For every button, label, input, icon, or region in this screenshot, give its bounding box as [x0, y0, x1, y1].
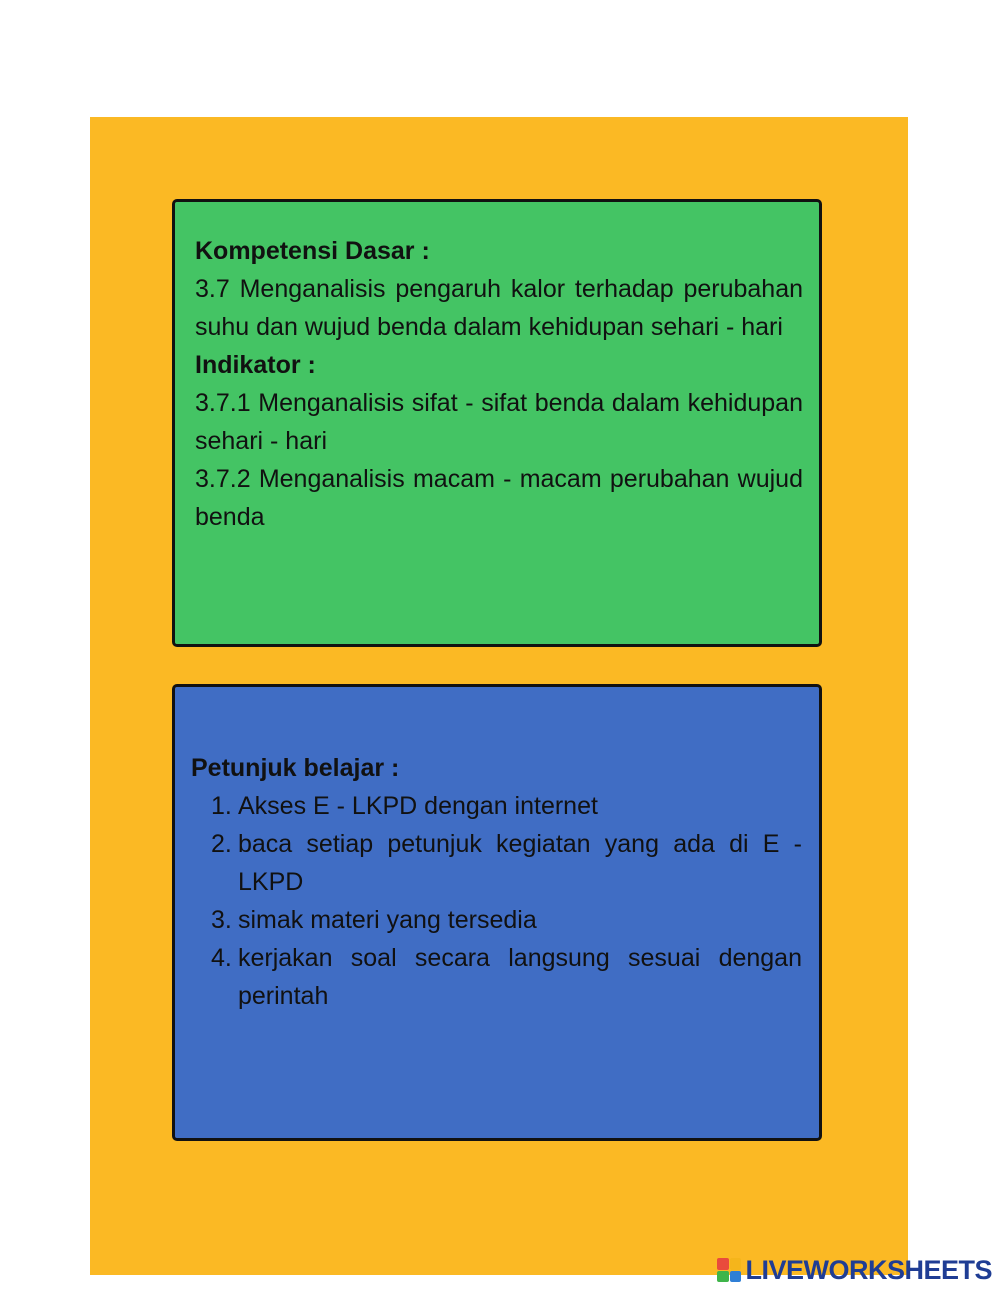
kompetensi-heading: Kompetensi Dasar :	[195, 237, 430, 265]
step-text: simak materi yang tersedia	[238, 906, 537, 934]
step-number: 4.	[211, 944, 232, 972]
worksheet-page	[90, 117, 908, 1275]
petunjuk-step	[191, 901, 802, 939]
brand-name: LIVEWORKSHEETS	[745, 1254, 992, 1285]
step-number: 3.	[211, 906, 232, 934]
kompetensi-text: 3.7 Menganalisis pengaruh kalor terhadap perubahan suhu dan wujud benda dalam kehidupan sehari - hari	[195, 275, 803, 341]
kompetensi-card	[172, 199, 822, 647]
indikator-item: 3.7.1 Menganalisis sifat - sifat benda dalam kehidupan sehari - hari	[195, 389, 803, 455]
petunjuk-heading: Petunjuk belajar :	[191, 754, 400, 782]
step-text: baca setiap petunjuk kegiatan yang ada di E - LKPD	[238, 830, 802, 896]
petunjuk-card	[172, 684, 822, 1141]
liveworksheets-logo-icon	[717, 1258, 741, 1282]
step-text: kerjakan soal secara langsung sesuai dengan perintah	[238, 944, 802, 1010]
step-number: 2.	[211, 830, 232, 858]
liveworksheets-watermark	[717, 1254, 992, 1286]
petunjuk-step	[191, 787, 802, 825]
indikator-heading: Indikator :	[195, 351, 316, 379]
petunjuk-list	[191, 787, 802, 1015]
indikator-item: 3.7.2 Menganalisis macam - macam perubahan wujud benda	[195, 465, 803, 531]
step-text: Akses E - LKPD dengan internet	[238, 792, 598, 820]
petunjuk-step	[191, 939, 802, 1015]
step-number: 1.	[211, 792, 232, 820]
petunjuk-step	[191, 825, 802, 901]
